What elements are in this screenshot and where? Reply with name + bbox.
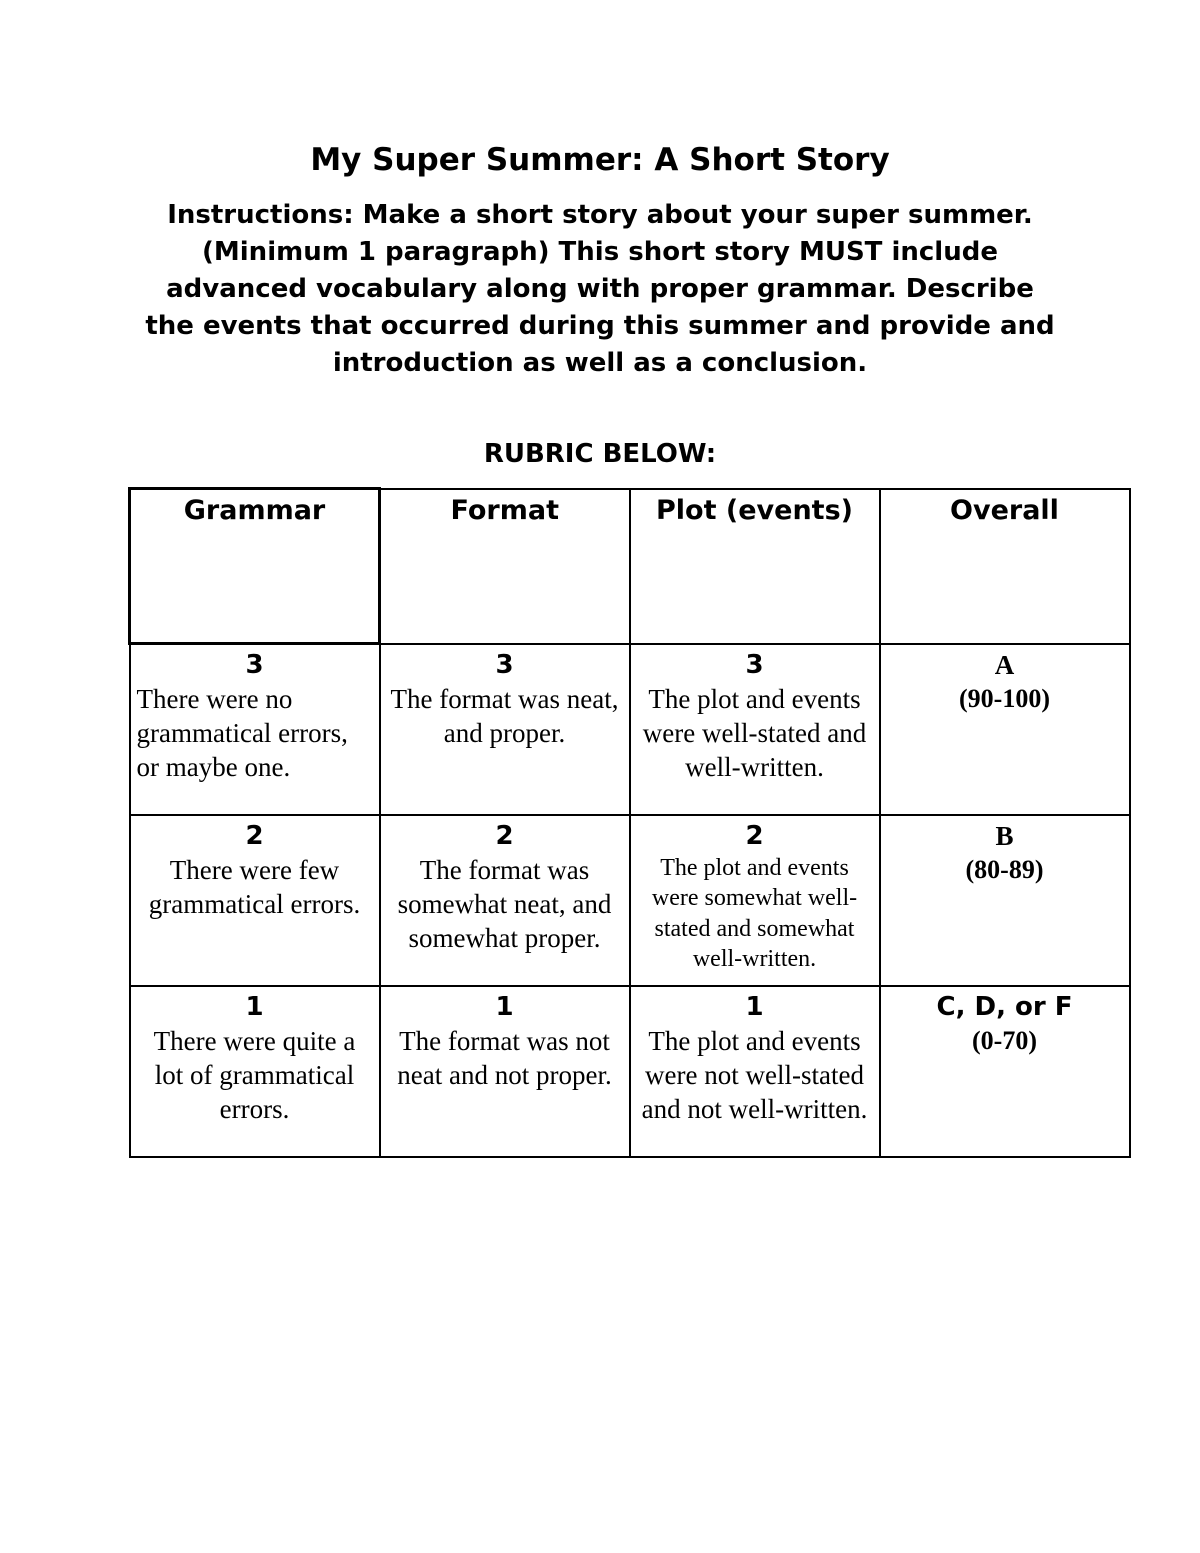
rubric-heading: RUBRIC BELOW: xyxy=(483,439,717,469)
format-description: The format was not neat and not proper. xyxy=(397,1025,612,1090)
plot-cell xyxy=(630,815,880,986)
score-value: 2 xyxy=(495,820,514,851)
format-cell xyxy=(380,986,630,1157)
score-value: 3 xyxy=(745,649,764,680)
format-description: The format was neat, and proper. xyxy=(390,683,619,748)
score-value: 1 xyxy=(495,991,514,1022)
header-overall: Overall xyxy=(880,489,1130,644)
score-value: 2 xyxy=(745,820,764,851)
score-value: 1 xyxy=(245,991,264,1022)
grade-range: (0-70) xyxy=(972,1025,1037,1055)
plot-description: The plot and events were somewhat well-stated and somewhat well-written. xyxy=(651,854,858,972)
plot-description: The plot and events were well-stated and well-written. xyxy=(642,683,867,782)
rubric-header-row xyxy=(130,489,1130,644)
plot-cell xyxy=(630,644,880,815)
rubric-row-score-3 xyxy=(130,644,1130,815)
grade-letter: B xyxy=(995,820,1014,851)
grade-range: (90-100) xyxy=(959,683,1050,713)
grammar-description: There were no grammatical errors, or maybe one. xyxy=(136,684,348,782)
score-value: 3 xyxy=(245,650,264,680)
grammar-cell xyxy=(130,644,380,815)
grammar-description: There were quite a lot of grammatical errors. xyxy=(153,1025,356,1124)
rubric-row-score-2 xyxy=(130,815,1130,986)
grammar-description: There were few grammatical errors. xyxy=(148,854,361,919)
grammar-cell xyxy=(130,986,380,1157)
instructions-text: Instructions: Make a short story about your super summer. (Minimum 1 paragraph) This short story MUST include advanced vocabulary along with proper grammar. Describe the events that occurred during this summer and provide and introduction as well as a conclusion. xyxy=(145,200,1055,378)
score-value: 1 xyxy=(745,991,764,1022)
overall-cell xyxy=(880,644,1130,815)
format-description: The format was somewhat neat, and somewhat proper. xyxy=(397,854,612,953)
plot-cell xyxy=(630,986,880,1157)
rubric-row-score-1 xyxy=(130,986,1130,1157)
score-value: 2 xyxy=(245,820,264,851)
score-value: 3 xyxy=(495,649,514,680)
rubric-table xyxy=(128,487,1131,1158)
header-format: Format xyxy=(380,489,630,644)
overall-cell xyxy=(880,815,1130,986)
grade-letter: C, D, or F xyxy=(936,991,1073,1022)
grade-letter: A xyxy=(994,649,1015,680)
header-plot: Plot (events) xyxy=(630,489,880,644)
grammar-cell xyxy=(130,815,380,986)
overall-cell xyxy=(880,986,1130,1157)
format-cell xyxy=(380,644,630,815)
header-grammar: Grammar xyxy=(130,489,380,644)
page-title: My Super Summer: A Short Story xyxy=(310,142,890,178)
grade-range: (80-89) xyxy=(965,854,1044,884)
format-cell xyxy=(380,815,630,986)
plot-description: The plot and events were not well-stated and not well-written. xyxy=(641,1025,868,1124)
